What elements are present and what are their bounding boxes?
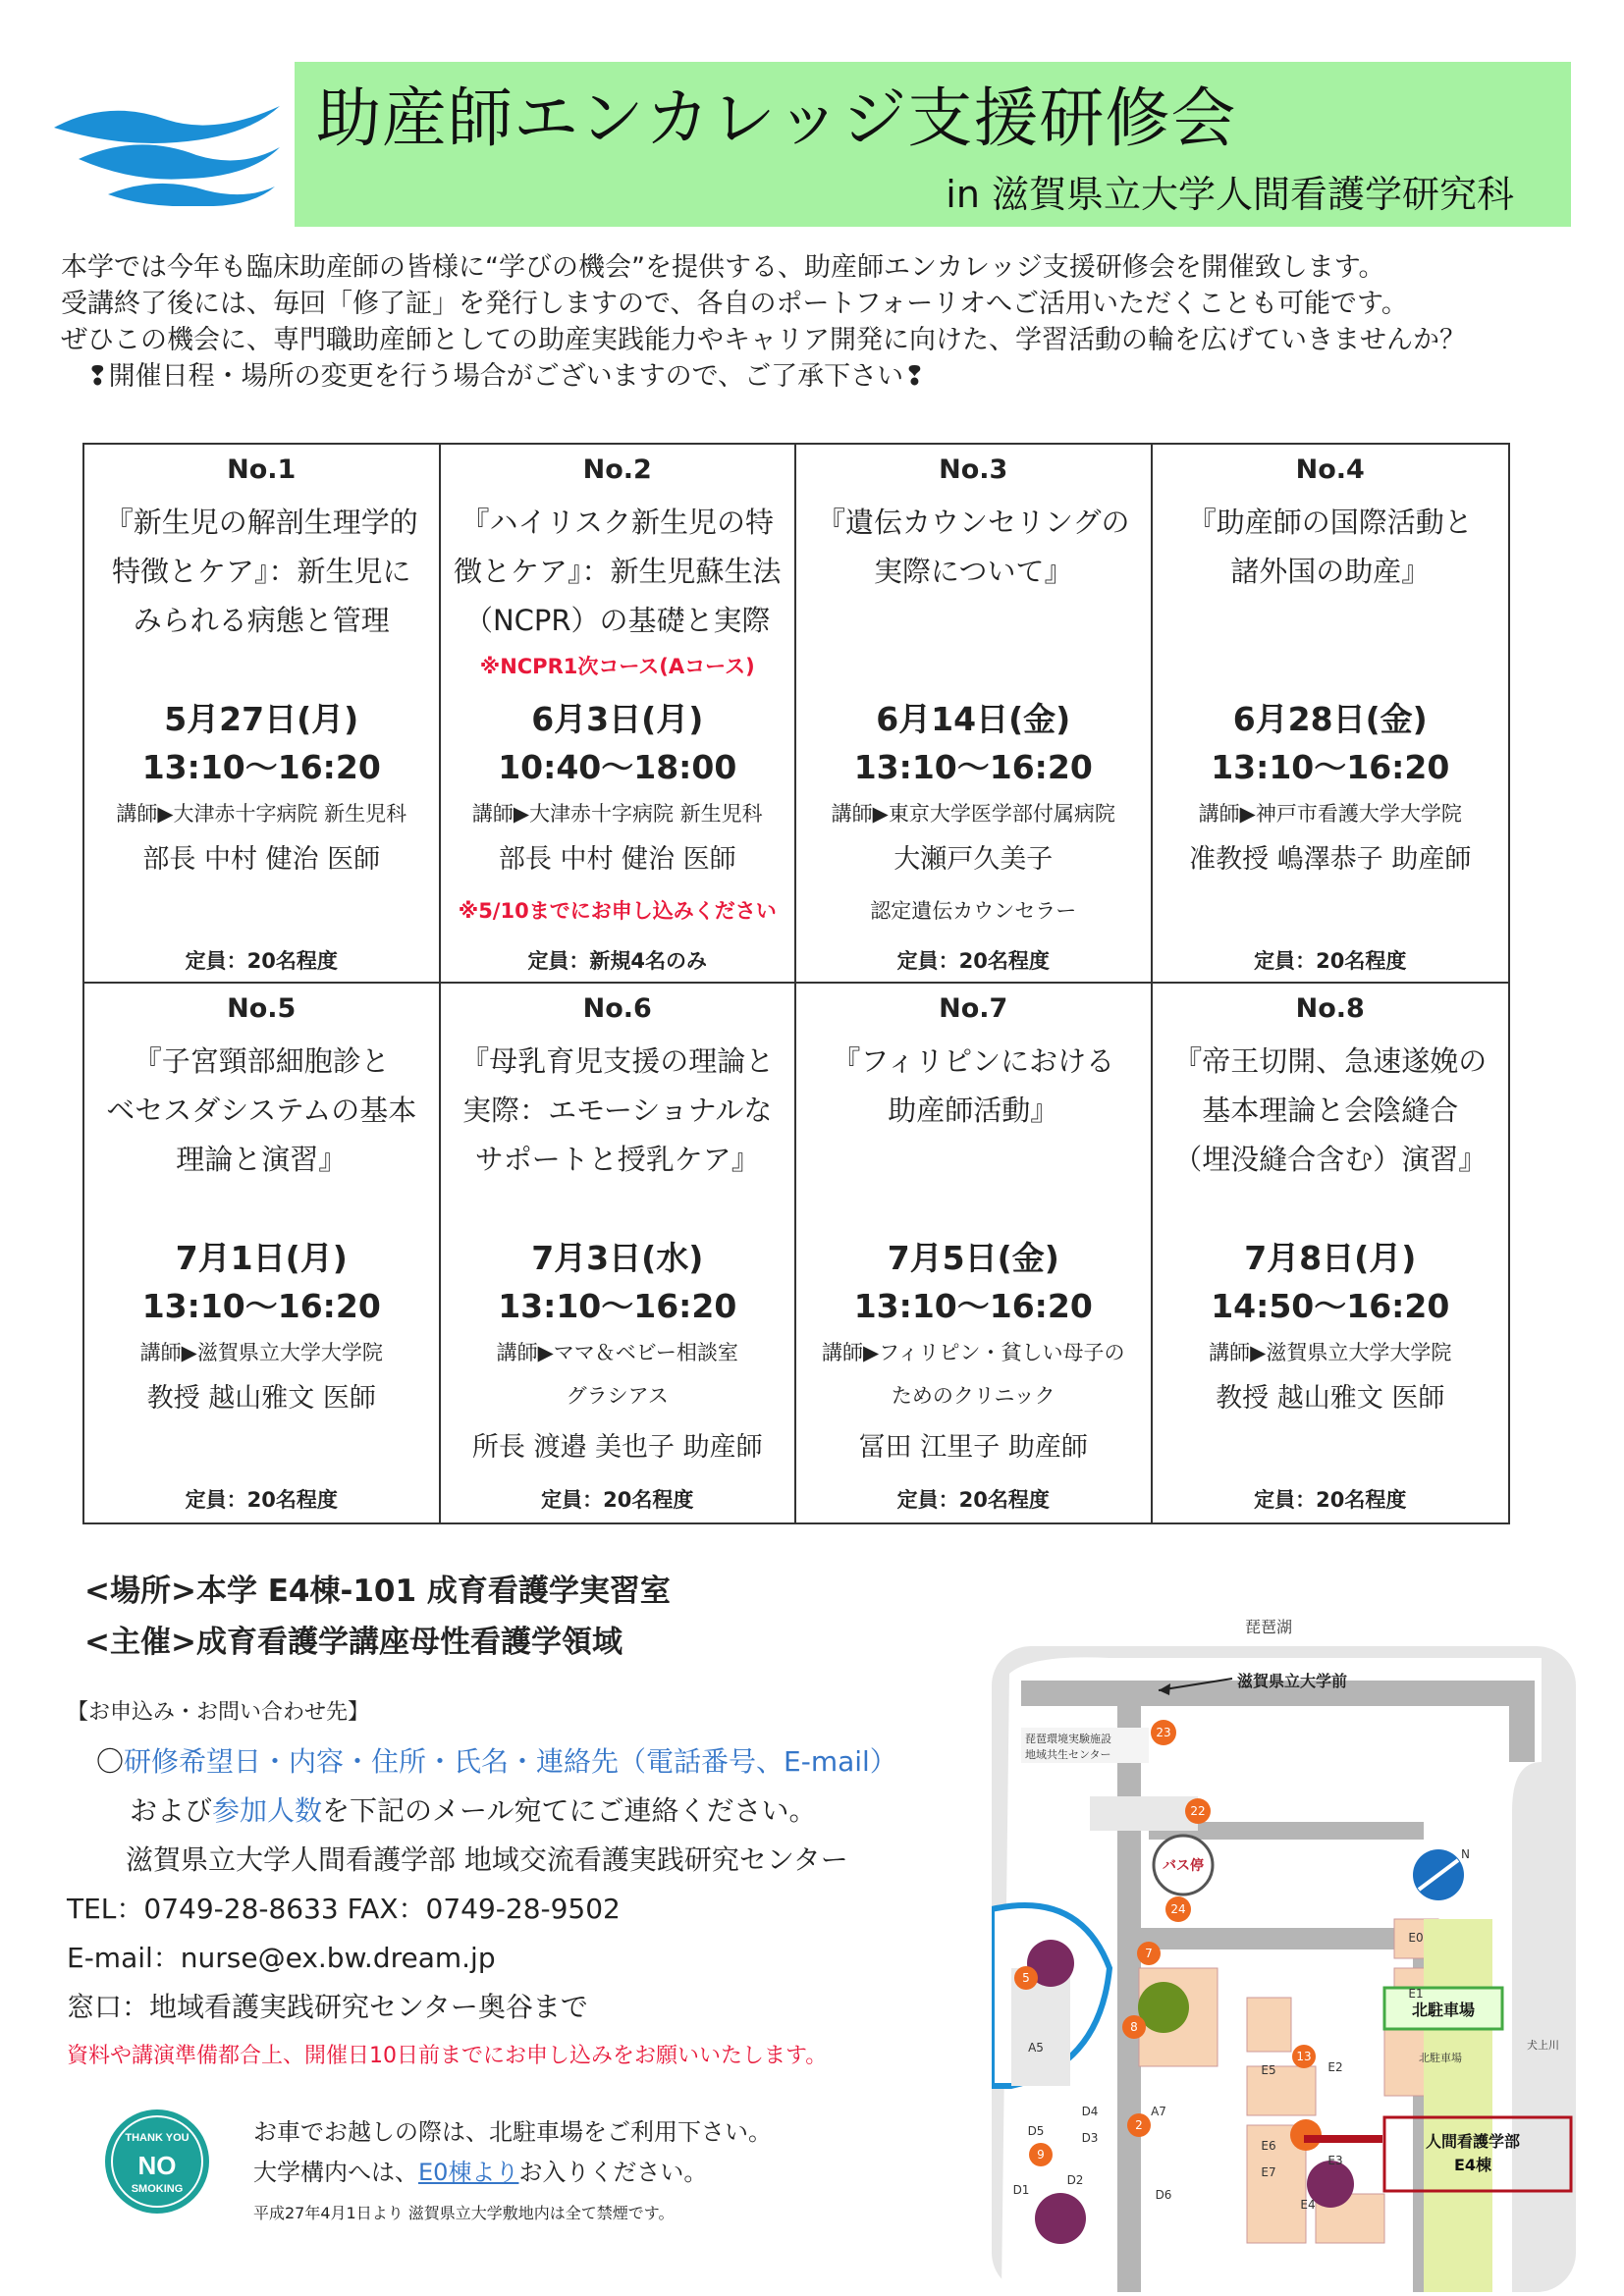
session-lecturer-org: グラシアス [566, 1384, 669, 1408]
svg-text:24: 24 [1170, 1902, 1186, 1916]
session-lecturer: 講師▶滋賀県立大学大学院 [139, 1341, 383, 1364]
session-topic: 『遺伝カウンセリングの 実際について』 [817, 506, 1130, 588]
svg-text:犬上川: 犬上川 [1527, 2039, 1559, 2052]
session-lecturer-org: ためのクリニック [891, 1384, 1056, 1408]
venue-info [84, 1566, 671, 1668]
svg-text:THANK YOU: THANK YOU [125, 2132, 189, 2144]
session-cell-2 [441, 445, 797, 984]
session-deadline-note: ※5/10までにお申し込みください [458, 899, 777, 923]
session-number: No.2 [582, 454, 652, 485]
intro-note: ❢開催日程・場所の変更を行う場合がございますので、ご了承下さい❢ [86, 361, 926, 392]
session-number: No.4 [1295, 454, 1365, 485]
session-capacity: 定員：新規4名のみ [527, 949, 708, 973]
session-lecturer: 講師▶フィリピン・貧しい母子の [822, 1341, 1125, 1364]
session-number: No.5 [227, 993, 297, 1024]
contact-window: 窓口：地域看護実践研究センター奥谷まで [67, 1991, 588, 2023]
svg-text:地域共生センター: 地域共生センター [1025, 1748, 1111, 1761]
session-time: 10:40～18:00 [498, 748, 737, 786]
session-capacity: 定員：20名程度 [896, 949, 1050, 973]
session-time: 13:10～16:20 [853, 748, 1093, 786]
session-cell-5 [84, 984, 441, 1522]
session-date: 7月1日(月) [175, 1239, 348, 1277]
map-lake-label: 琵琶湖 [1244, 1618, 1293, 1636]
session-lecturer-name: 教授 越山雅文 医師 [1216, 1383, 1445, 1414]
svg-text:E1: E1 [1408, 1987, 1424, 2001]
svg-text:琵琶環境実験施設: 琵琶環境実験施設 [1025, 1733, 1111, 1745]
page-title: 助産師エンカレッジ支援研修会 [316, 80, 1237, 156]
svg-text:23: 23 [1156, 1726, 1171, 1739]
session-lecturer-name: 所長 渡邉 美也子 助産師 [471, 1432, 763, 1463]
session-date: 6月28日(金) [1232, 700, 1428, 738]
contact-heading: 【お申込み・お問い合わせ先】 [67, 1700, 370, 1725]
svg-text:E4: E4 [1300, 2198, 1316, 2212]
svg-text:D5: D5 [1027, 2124, 1045, 2138]
session-time: 13:10～16:20 [141, 1287, 381, 1325]
map-target-label-2: E4棟 [1453, 2156, 1492, 2174]
svg-text:A5: A5 [1028, 2041, 1044, 2055]
svg-text:バス停: バス停 [1163, 1858, 1204, 1874]
intro-line-1: 本学では今年も臨床助産師の皆様に“学びの機会”を提供する、助産師エンカレッジ支援研修会を開催致します。 [61, 252, 1385, 283]
session-topic: 『子宮頸部細胞診と ベセスダシステムの基本 理論と演習』 [106, 1044, 417, 1176]
page-subtitle: in 滋賀県立大学人間看護学研究科 [946, 173, 1514, 216]
intro-text [61, 249, 1593, 395]
svg-text:E2: E2 [1327, 2060, 1343, 2074]
session-lecturer: 講師▶神戸市看護大学大学院 [1198, 802, 1462, 826]
session-cell-8 [1153, 984, 1509, 1522]
session-time: 13:10～16:20 [141, 748, 381, 786]
session-date: 7月8日(月) [1244, 1239, 1417, 1277]
session-number: No.8 [1295, 993, 1365, 1024]
session-cell-6 [441, 984, 797, 1522]
map-target-label-1: 人間看護学部 [1425, 2132, 1521, 2151]
contact-instruction: および参加人数を下記のメール宛てにご連絡ください。 [130, 1794, 817, 1827]
session-capacity: 定員：20名程度 [541, 1488, 694, 1512]
svg-text:13: 13 [1296, 2050, 1312, 2063]
session-lecturer-name: 准教授 嶋澤恭子 助産師 [1189, 844, 1472, 875]
contact-organization: 滋賀県立大学人間看護学部 地域交流看護実践研究センター [126, 1843, 848, 1876]
svg-text:E5: E5 [1261, 2063, 1276, 2077]
session-date: 6月14日(金) [876, 700, 1071, 738]
session-date: 6月3日(月) [531, 700, 704, 738]
intro-line-2: 受講終了後には、毎回「修了証」を発行しますので、各自のポートフォーリオへご活用いただくことも可能です。 [61, 289, 1408, 319]
entrance-note: 大学構内へは、E0棟よりお入りください。 [253, 2159, 708, 2186]
svg-text:E0: E0 [1408, 1931, 1424, 1945]
svg-text:8: 8 [1130, 2020, 1138, 2034]
contact-notice: 資料や講演準備都合上、開催日10日前までにお申し込みをお願いいたします。 [67, 2044, 828, 2068]
session-topic: 『帝王切開、急速遂娩の 基本理論と会陰縫合 （埋没縫合含む）演習』 [1173, 1044, 1488, 1176]
contact-info [67, 1688, 897, 2081]
session-lecturer: 講師▶ママ＆ベビー相談室 [496, 1341, 738, 1364]
svg-text:E3: E3 [1327, 2154, 1343, 2167]
session-course-note: ※NCPR1次コース(Aコース) [479, 655, 755, 678]
session-lecturer-name: 部長 中村 健治 医師 [142, 844, 381, 875]
schedule-table [82, 443, 1510, 1524]
svg-text:D3: D3 [1081, 2131, 1099, 2145]
session-date: 7月3日(水) [531, 1239, 704, 1277]
session-time: 13:10～16:20 [853, 1287, 1093, 1325]
session-cell-3 [796, 445, 1153, 984]
contact-required-info: 〇研修希望日・内容・住所・氏名・連絡先（電話番号、E-mail） [96, 1745, 897, 1778]
session-capacity: 定員：20名程度 [1254, 1488, 1407, 1512]
smoking-note: 平成27年4月1日より 滋賀県立大学敷地内は全て禁煙です。 [253, 2204, 675, 2222]
svg-text:北駐車場: 北駐車場 [1419, 2052, 1462, 2064]
session-topic: 『母乳育児支援の理論と 実際：エモーショナルな サポートと授乳ケア』 [460, 1044, 775, 1176]
session-capacity: 定員：20名程度 [185, 1488, 338, 1512]
access-info [253, 2112, 772, 2233]
session-topic: 『助産師の国際活動と 諸外国の助産』 [1187, 506, 1473, 588]
svg-text:D6: D6 [1155, 2188, 1172, 2202]
session-topic: 『ハイリスク新生児の特 徴とケア』：新生児蘇生法 （NCPR）の基礎と実際 [453, 506, 782, 637]
session-cell-7 [796, 984, 1153, 1522]
svg-text:D1: D1 [1012, 2183, 1030, 2197]
svg-text:A7: A7 [1151, 2105, 1166, 2118]
session-lecturer-title: 認定遺伝カウンセラー [870, 899, 1077, 923]
session-time: 13:10～16:20 [498, 1287, 737, 1325]
svg-text:D2: D2 [1066, 2173, 1084, 2187]
session-lecturer-name: 部長 中村 健治 医師 [498, 844, 736, 875]
svg-text:7: 7 [1145, 1947, 1153, 1960]
svg-text:E6: E6 [1261, 2139, 1276, 2153]
title-banner [295, 62, 1571, 227]
no-smoking-icon [103, 2108, 211, 2216]
svg-text:NO: NO [137, 2151, 177, 2180]
venue-place: <場所>本学 E4棟-101 成育看護学実習室 [84, 1574, 671, 1609]
venue-host: <主催>成育看護学講座母性看護学領域 [84, 1625, 623, 1660]
university-logo-icon [49, 98, 285, 206]
session-date: 5月27日(月) [164, 700, 359, 738]
session-lecturer: 講師▶大津赤十字病院 新生児科 [116, 802, 407, 826]
session-topic: 『フィリピンにおける 助産師活動』 [832, 1044, 1115, 1127]
session-capacity: 定員：20名程度 [896, 1488, 1050, 1512]
session-lecturer: 講師▶大津赤十字病院 新生児科 [471, 802, 763, 826]
map-bus-stop-label: 滋賀県立大学前 [1237, 1672, 1348, 1690]
session-capacity: 定員：20名程度 [1254, 949, 1407, 973]
session-number: No.7 [939, 993, 1008, 1024]
session-lecturer-name: 教授 越山雅文 医師 [146, 1383, 376, 1414]
parking-note: お車でお越しの際は、北駐車場をご利用下さい。 [253, 2118, 772, 2146]
session-topic: 『新生児の解剖生理学的 特徴とケア』：新生児に みられる病態と管理 [104, 506, 418, 637]
session-lecturer: 講師▶滋賀県立大学大学院 [1209, 1341, 1452, 1364]
svg-text:22: 22 [1190, 1804, 1206, 1818]
session-number: No.3 [939, 454, 1008, 485]
session-number: No.6 [582, 993, 652, 1024]
contact-phone: TEL：0749-28-8633 FAX：0749-28-9502 [67, 1893, 621, 1925]
svg-text:D4: D4 [1081, 2105, 1099, 2118]
session-capacity: 定員：20名程度 [185, 949, 338, 973]
session-cell-1 [84, 445, 441, 984]
campus-map [992, 1615, 1576, 2292]
map-north-parking-label: 北駐車場 [1411, 2001, 1476, 2019]
session-lecturer-name: 大瀬戸久美子 [893, 844, 1054, 875]
contact-email[interactable]: E-mail：nurse@ex.bw.dream.jp [67, 1942, 496, 1974]
svg-text:2: 2 [1135, 2118, 1143, 2132]
session-number: No.1 [227, 454, 297, 485]
session-lecturer-name: 冨田 江里子 助産師 [858, 1432, 1088, 1463]
session-time: 13:10～16:20 [1211, 748, 1450, 786]
svg-text:N: N [1461, 1847, 1470, 1861]
svg-text:9: 9 [1037, 2148, 1045, 2162]
session-date: 7月5日(金) [887, 1239, 1059, 1277]
svg-text:E7: E7 [1261, 2165, 1276, 2179]
session-lecturer: 講師▶東京大学医学部付属病院 [831, 802, 1115, 826]
svg-text:SMOKING: SMOKING [131, 2183, 184, 2195]
session-time: 14:50～16:20 [1211, 1287, 1450, 1325]
intro-line-3: ぜひこの機会に、専門職助産師としての助産実践能力やキャリア開発に向けた、学習活動の輪を広げていきませんか？ [61, 325, 1466, 355]
session-cell-4 [1153, 445, 1509, 984]
svg-text:5: 5 [1022, 1971, 1030, 1985]
